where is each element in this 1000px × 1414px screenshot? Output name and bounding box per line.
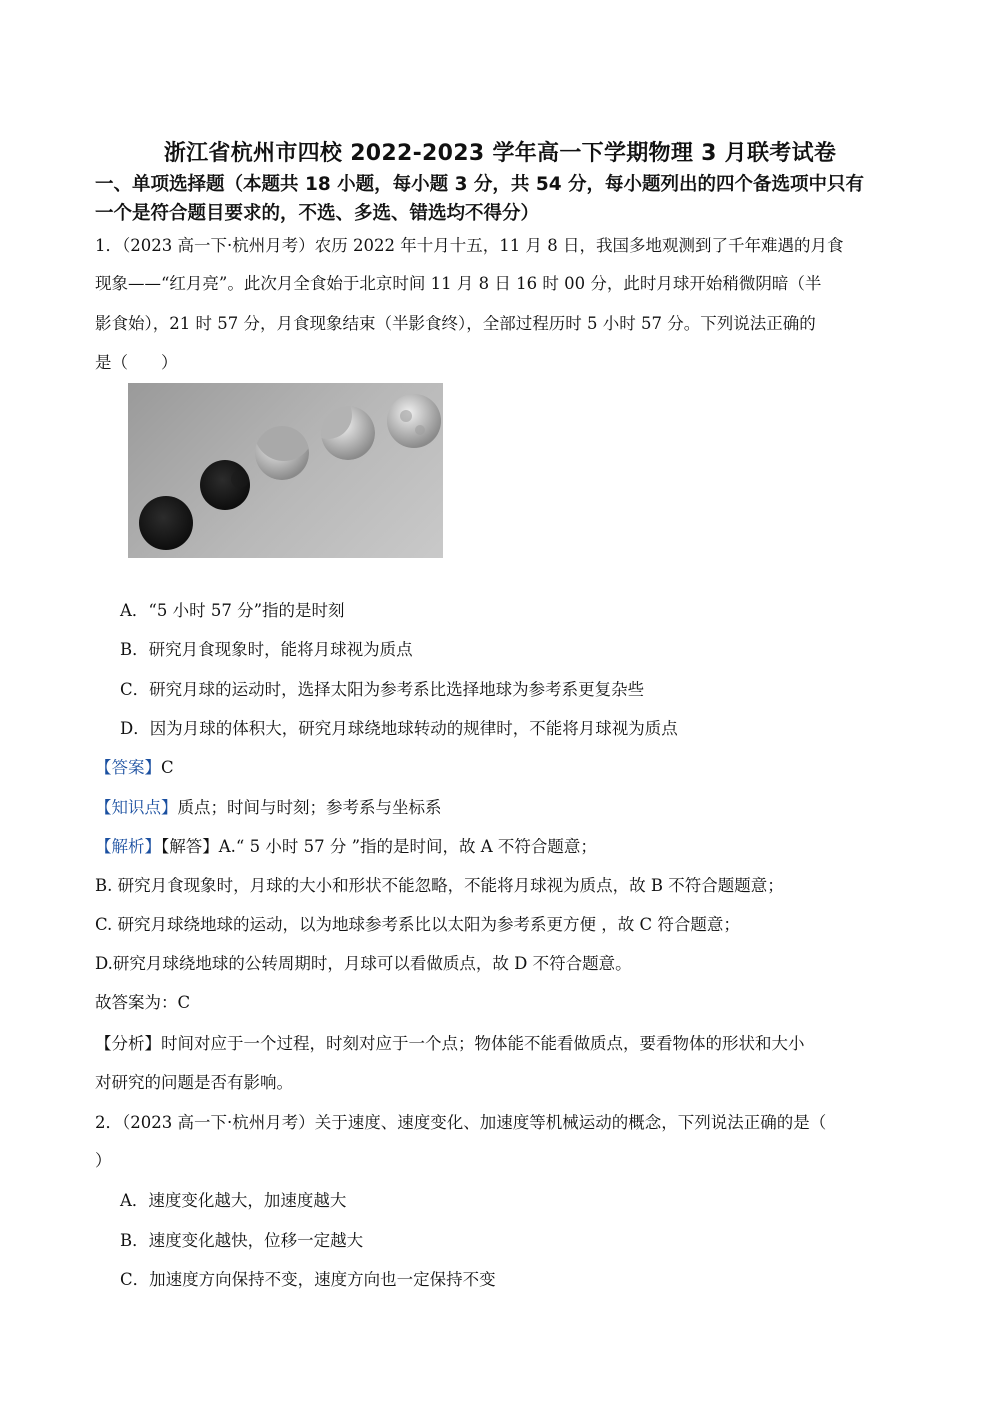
q1-stem-line-1: 1．（2023 高一下·杭州月考）农历 2022 年十月十五，11 月 8 日，我国多地观测到了千年难遇的月食 bbox=[95, 236, 844, 255]
q2-stem-line-1: 2．（2023 高一下·杭州月考）关于速度、速度变化、加速度等机械运动的概念，下列说法正确的是（ bbox=[95, 1113, 827, 1132]
q1-fenxi-line-2: 对研究的问题是否有影响。 bbox=[95, 1073, 293, 1092]
q1-stem-line-4: 是（ ） bbox=[95, 353, 178, 372]
q1-stem-line-2: 现象——“红月亮”。此次月全食始于北京时间 11 月 8 日 16 时 00 分，此时月球开始稍微阴暗（半 bbox=[95, 274, 822, 293]
section-heading-line-2: 一个是符合题目要求的，不选、多选、错选均不得分） bbox=[95, 203, 540, 224]
q1-option-b: B．研究月食现象时，能将月球视为质点 bbox=[120, 640, 413, 659]
q2-option-b: B．速度变化越快，位移一定越大 bbox=[120, 1231, 364, 1250]
knowledge-tag: 【知识点】 bbox=[95, 798, 178, 817]
q1-analysis-c: C. 研究月球绕地球的运动，以为地球参考系比以太阳为参考系更方便 ，故 C 符合题意； bbox=[95, 915, 740, 934]
q1-stem-line-3: 影食始），21 时 57 分，月食现象结束（半影食终），全部过程历时 5 小时 57 分。下列说法正确的 bbox=[95, 314, 816, 333]
answer-tag: 【答案】 bbox=[95, 758, 161, 777]
q1-analysis bbox=[95, 833, 597, 857]
q2-option-c: C．加速度方向保持不变，速度方向也一定保持不变 bbox=[120, 1270, 496, 1289]
analysis-tag: 【解析】 bbox=[95, 837, 161, 856]
q2-stem-line-2: ） bbox=[95, 1151, 112, 1170]
lunar-eclipse-image bbox=[128, 383, 443, 558]
q1-analysis-b: B. 研究月食现象时，月球的大小和形状不能忽略，不能将月球视为质点，故 B 不符合题题意； bbox=[95, 876, 784, 895]
q2-option-a: A．速度变化越大，加速度越大 bbox=[120, 1191, 347, 1210]
q1-fenxi-line-1: 【分析】时间对应于一个过程，时刻对应于一个点；物体能不能看做质点，要看物体的形状和大小 bbox=[95, 1034, 805, 1053]
section-heading-line-1: 一、单项选择题（本题共 18 小题，每小题 3 分，共 54 分，每小题列出的四个备选项中只有 bbox=[95, 174, 865, 195]
knowledge-value: 质点；时间与时刻；参考系与坐标系 bbox=[177, 798, 442, 817]
q1-option-a: A．“5 小时 57 分”指的是时刻 bbox=[120, 601, 345, 620]
page-title: 浙江省杭州市四校 2022-2023 学年高一下学期物理 3 月联考试卷 bbox=[163, 141, 837, 166]
q1-analysis-d: D.研究月球绕地球的公转周期时，月球可以看做质点，故 D 不符合题意。 bbox=[95, 954, 632, 973]
q1-answer bbox=[95, 754, 174, 778]
q1-final-answer: 故答案为：C bbox=[95, 993, 191, 1012]
q1-knowledge bbox=[95, 794, 442, 818]
section-heading bbox=[95, 170, 915, 228]
analysis-first: 【解答】A.“ 5 小时 57 分 ”指的是时间，故 A 不符合题意； bbox=[161, 837, 597, 856]
q1-option-c: C．研究月球的运动时，选择太阳为参考系比选择地球为参考系更复杂些 bbox=[120, 680, 645, 699]
q1-option-d: D．因为月球的体积大，研究月球绕地球转动的规律时，不能将月球视为质点 bbox=[120, 719, 678, 738]
answer-value: C bbox=[161, 758, 174, 777]
